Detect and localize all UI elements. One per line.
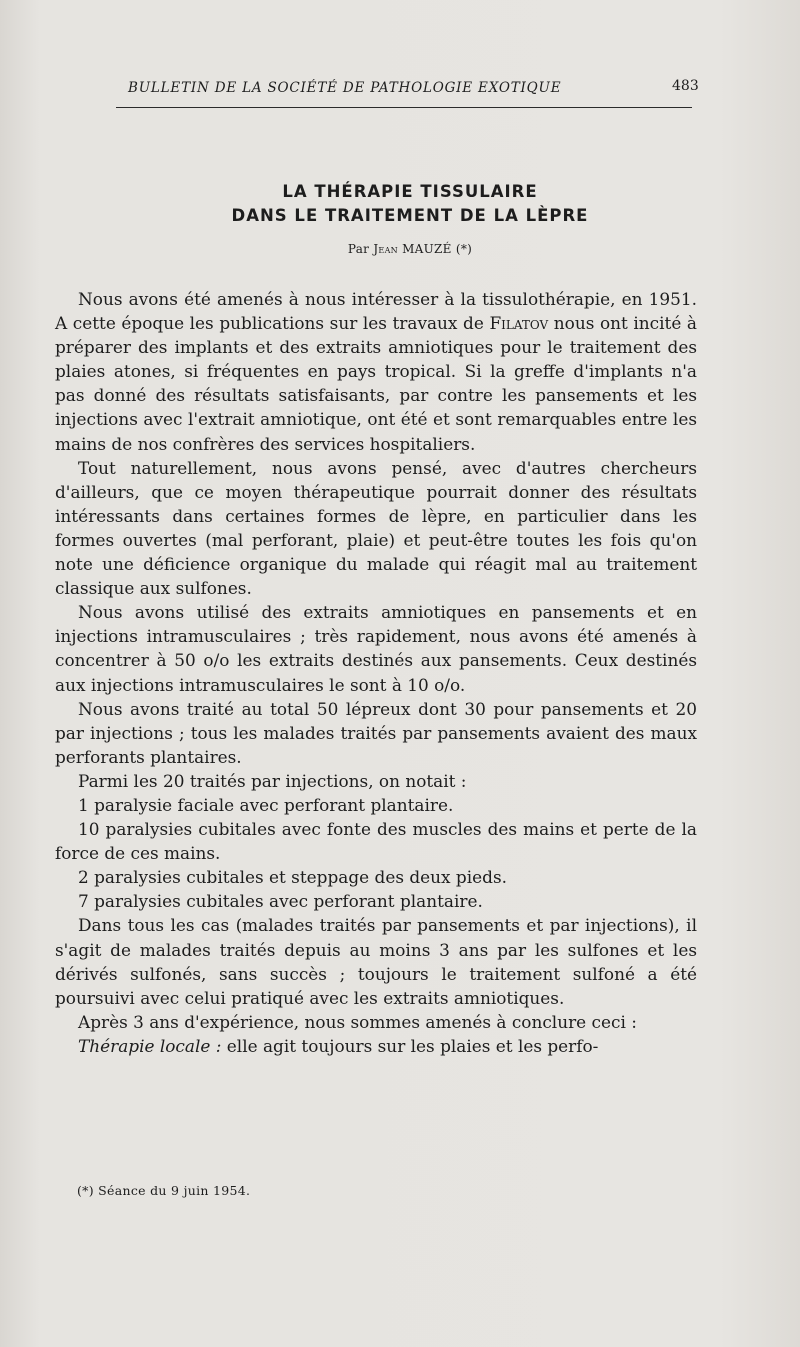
section-lead: Thérapie locale : <box>78 1035 222 1056</box>
list-item: 7 paralysies cubitales avec perforant plantaire. <box>78 891 483 912</box>
paragraph: Après 3 ans d'expérience, nous sommes amenés à conclure ceci : <box>78 1011 637 1032</box>
paragraph: Dans tous les cas (malades traités par pansements et par injections), il s'agit de malades traités depuis au moins 3 ans par les sulfones et les dérivés sulfonés, sans succès ; toujours le traitement sulfoné a été poursuivi avec celui pratiqué avec les extraits amniotiques. <box>55 915 697 1008</box>
page-number: 483 <box>672 78 699 94</box>
cited-author: Filatov <box>489 313 549 334</box>
header-rule <box>116 107 692 108</box>
paragraph: Nous avons utilisé des extraits amniotiques en pansements et en injections intramusculaires ; très rapidement, nous avons été amenés à concentrer à 50 o/o les extraits destinés aux pansements. Ceux destinés aux injections intramusculaires le sont à 10 o/o. <box>55 602 697 695</box>
paragraph: Nous avons traité au total 50 lépreux dont 30 pour pansements et 20 par injections ; tous les malades traités par pansements avaient des maux perforants plantaires. <box>55 698 697 767</box>
paragraph: Tout naturellement, nous avons pensé, avec d'autres chercheurs d'ailleurs, que ce moyen thérapeutique pourrait donner des résultats intéressants dans certaines formes de lèpre, en particulier dans les formes ouvertes (mal perforant, plaie) et peut-être toutes les fois qu'on note une déficience organique du malade qui réagit mal au traitement classique aux sulfones. <box>55 457 697 599</box>
paragraph: Nous avons été amenés à nous intéresser à la tissulothérapie, en 1951. A cette époque les publications sur les travaux de Filatov nous ont incité à préparer des implants et des extraits amniotiques pour le traitement des plaies atones, si fréquentes en pays tropical. Si la greffe d'implants n'a pas donné des résultats satisfaisants, par contre les pansements et les injections avec l'extrait amniotique, ont été et sont remarquables entre les mains de nos confrères des services hospitaliers. <box>55 289 697 454</box>
footnote: (*) Séance du 9 juin 1954. <box>77 1183 251 1198</box>
article-title-line-1: LA THÉRAPIE TISSULAIRE <box>282 182 538 201</box>
list-item: 2 paralysies cubitales et steppage des deux pieds. <box>78 867 507 888</box>
author-first-name: Jean <box>373 242 398 256</box>
running-title: BULLETIN DE LA SOCIÉTÉ DE PATHOLOGIE EXOTIQUE <box>128 80 562 96</box>
article-title-line-2: DANS LE TRAITEMENT DE LA LÈPRE <box>231 206 589 225</box>
author-line <box>60 242 760 256</box>
author-footnote-marker: (*) <box>455 242 473 256</box>
author-prefix: Par <box>347 242 370 256</box>
author-last-name: MAUZÉ <box>402 242 452 256</box>
article-body <box>55 287 697 1058</box>
list-item: 10 paralysies cubitales avec fonte des muscles des mains et perte de la force de ces mains. <box>55 819 697 864</box>
paragraph: Parmi les 20 traités par injections, on notait : <box>78 770 467 791</box>
paragraph: Thérapie locale : elle agit toujours sur les plaies et les perfo- <box>78 1035 599 1056</box>
list-item: 1 paralysie faciale avec perforant plantaire. <box>78 794 454 815</box>
